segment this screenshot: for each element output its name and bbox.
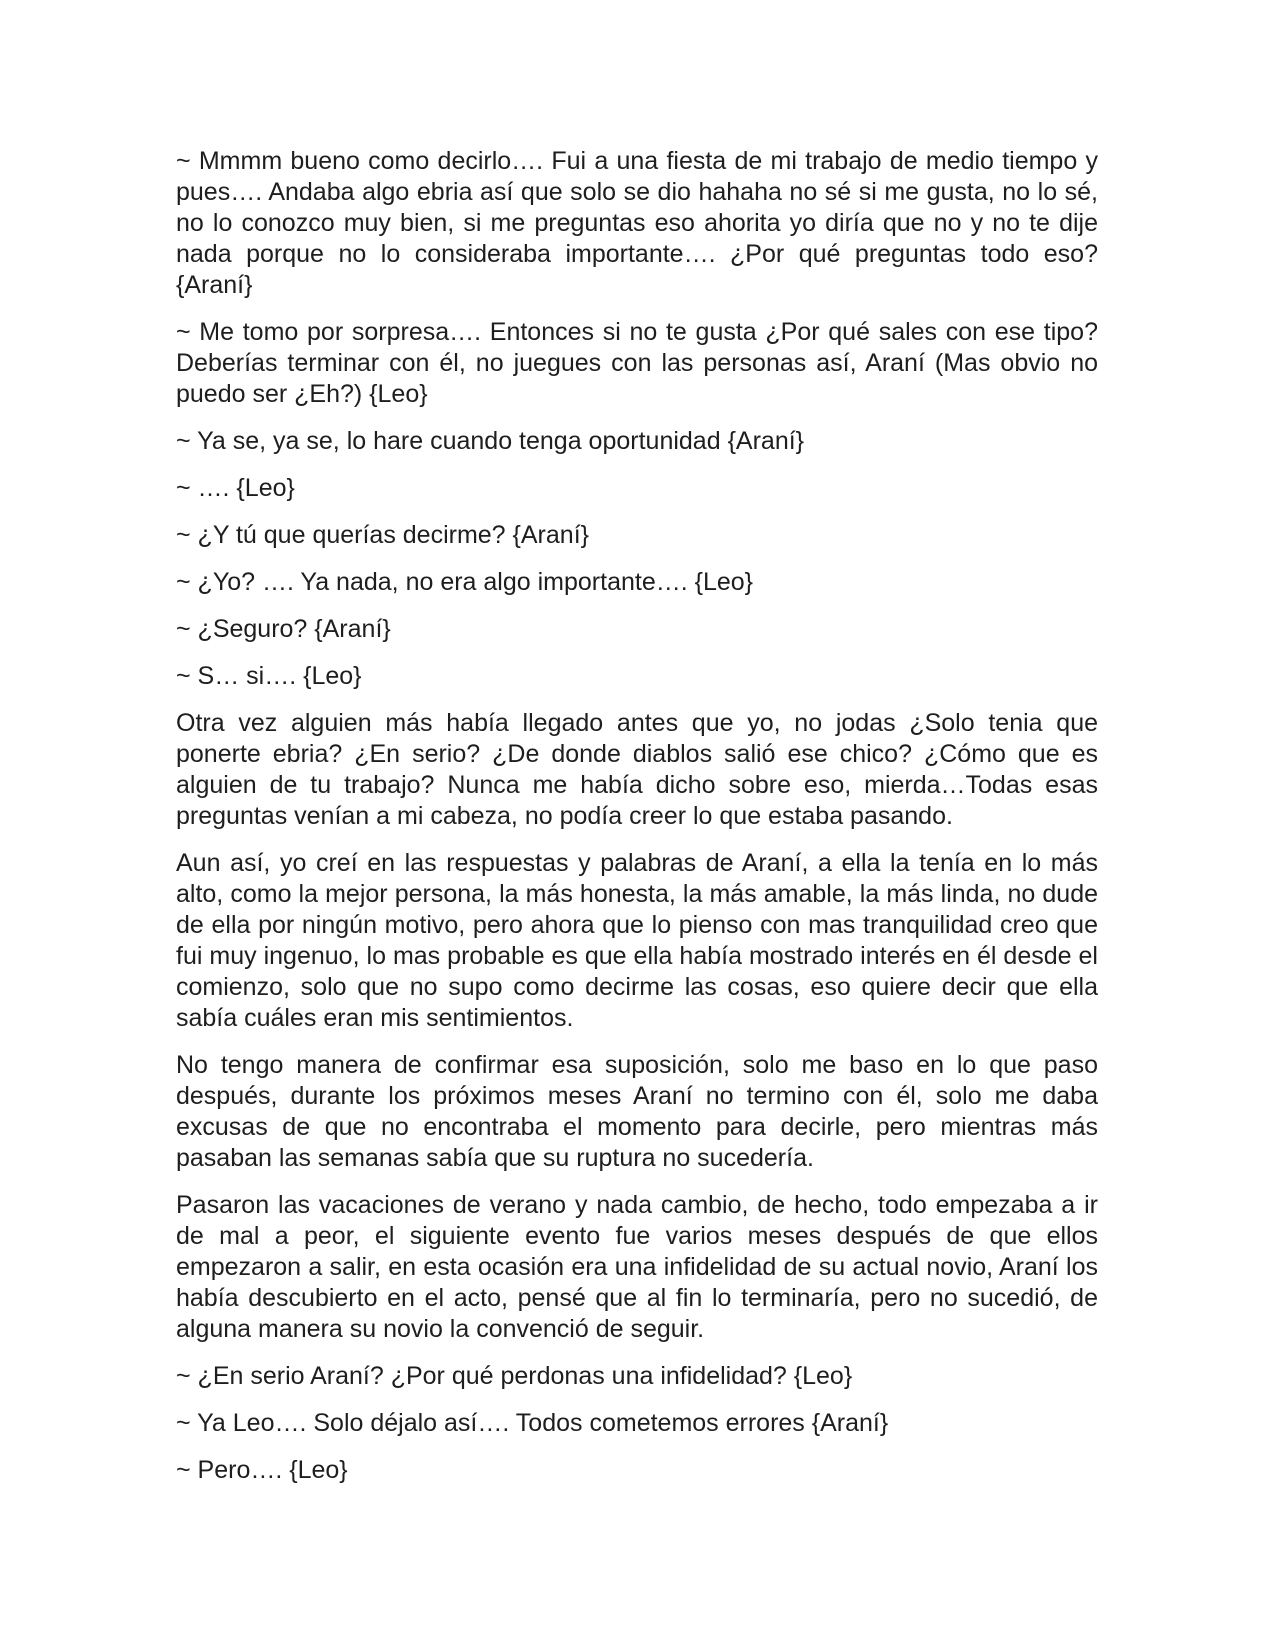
dialogue-line: ~ Pero…. {Leo}: [176, 1456, 348, 1484]
narrative-paragraph: Otra vez alguien más había llegado antes que yo, no jodas ¿Solo tenia que ponerte ebria? ¿En serio? ¿De donde diablos salió ese chico? ¿Cómo que es alguien de tu trabajo? Nunca me había dicho sobre eso, mierda…Todas esas preguntas venían a mi cabeza, no podía creer lo que estaba pasando.: [176, 709, 1098, 830]
dialogue-line: ~ Mmmm bueno como decirlo…. Fui a una fiesta de mi trabajo de medio tiempo y pues…. Andaba algo ebria así que solo se dio hahaha no sé si me gusta, no lo sé, no lo conozco muy bien, si me preguntas eso ahorita yo diría que no y no te dije nada porque no lo consideraba importante…. ¿Por qué preguntas todo eso? {Araní}: [176, 147, 1098, 299]
dialogue-line: ~ S… si…. {Leo}: [176, 662, 362, 690]
dialogue-line: ~ Ya Leo…. Solo déjalo así…. Todos cometemos errores {Araní}: [176, 1409, 889, 1437]
dialogue-line: ~ ¿En serio Araní? ¿Por qué perdonas una infidelidad? {Leo}: [176, 1362, 853, 1390]
dialogue-line: ~ ¿Y tú que querías decirme? {Araní}: [176, 521, 589, 549]
narrative-paragraph: No tengo manera de confirmar esa suposición, solo me baso en lo que paso después, durante los próximos meses Araní no termino con él, solo me daba excusas de que no encontraba el momento para decirle, pero mientras más pasaban las semanas sabía que su ruptura no sucedería.: [176, 1051, 1098, 1172]
dialogue-line: ~ ¿Seguro? {Araní}: [176, 615, 391, 643]
narrative-paragraph: Aun así, yo creí en las respuestas y palabras de Araní, a ella la tenía en lo más alto, como la mejor persona, la más honesta, la más amable, la más linda, no dude de ella por ningún motivo, pero ahora que lo pienso con mas tranquilidad creo que fui muy ingenuo, lo mas probable es que ella había mostrado interés en él desde el comienzo, solo que no supo como decirme las cosas, eso quiere decir que ella sabía cuáles eran mis sentimientos.: [176, 849, 1098, 1032]
dialogue-line: ~ ¿Yo? …. Ya nada, no era algo importante…. {Leo}: [176, 568, 754, 596]
document-page: [176, 146, 1098, 1502]
dialogue-line: ~ Me tomo por sorpresa…. Entonces si no te gusta ¿Por qué sales con ese tipo? Deberías terminar con él, no juegues con las personas así, Araní (Mas obvio no puedo ser ¿Eh?) {Leo}: [176, 318, 1098, 408]
narrative-paragraph: Pasaron las vacaciones de verano y nada cambio, de hecho, todo empezaba a ir de mal a peor, el siguiente evento fue varios meses después de que ellos empezaron a salir, en esta ocasión era una infidelidad de su actual novio, Araní los había descubierto en el acto, pensé que al fin lo terminaría, pero no sucedió, de alguna manera su novio la convenció de seguir.: [176, 1191, 1098, 1343]
dialogue-line: ~ …. {Leo}: [176, 474, 295, 502]
dialogue-line: ~ Ya se, ya se, lo hare cuando tenga oportunidad {Araní}: [176, 427, 805, 455]
